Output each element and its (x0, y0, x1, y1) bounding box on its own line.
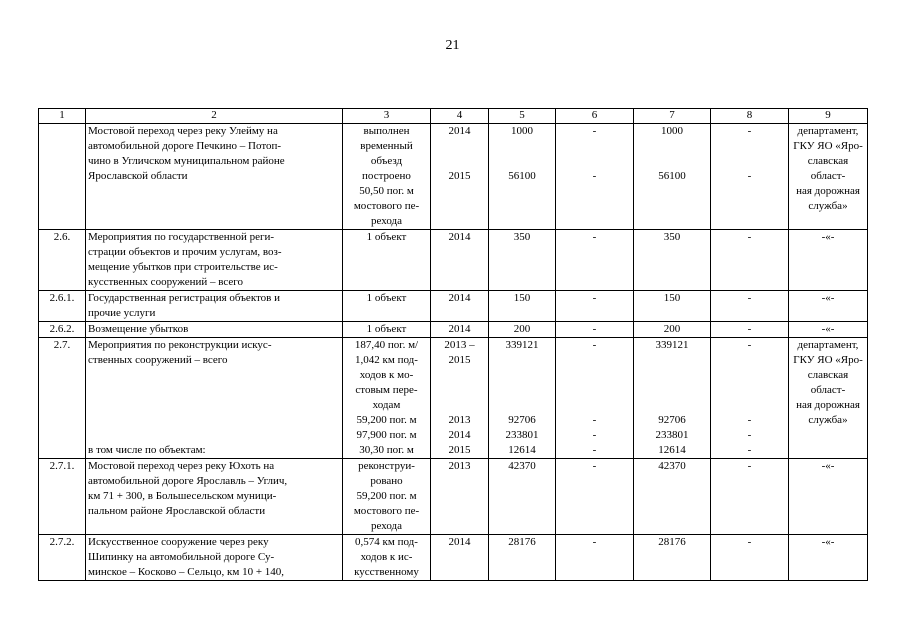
col-header: 5 (489, 109, 556, 124)
table-row (39, 459, 868, 535)
federal-cell: - (556, 459, 634, 535)
measure-name: Мероприятия по реконструкции искус- ственных сооружений – всего в том числе по объектам: (86, 338, 343, 459)
executor-cell: департамент, ГКУ ЯО «Яро- славская област- ная дорожная служба» (789, 124, 868, 230)
total-cell: 339121 92706 233801 12614 (489, 338, 556, 459)
subitem-label: в том числе по объектам: (88, 444, 206, 456)
total-cell: 200 (489, 322, 556, 338)
work-description: 1 объект (343, 291, 431, 322)
regional-cell: 150 (634, 291, 711, 322)
regional-cell: 1000 56100 (634, 124, 711, 230)
other-cell: - - (711, 124, 789, 230)
work-description: 1 объект (343, 322, 431, 338)
table-row (39, 291, 868, 322)
row-number: 2.6.2. (39, 322, 86, 338)
federal-cell: - (556, 230, 634, 291)
executor-cell: -«- (789, 535, 868, 581)
other-cell: - (711, 322, 789, 338)
column-number-row (39, 109, 868, 124)
executor-cell: -«- (789, 230, 868, 291)
table-row (39, 338, 868, 459)
row-number: 2.6.1. (39, 291, 86, 322)
work-description: выполнен временный объезд построено 50,50 пог. м мостового пе- рехода (343, 124, 431, 230)
col-header: 3 (343, 109, 431, 124)
total-cell: 1000 56100 (489, 124, 556, 230)
other-cell: - (711, 535, 789, 581)
other-cell: - (711, 459, 789, 535)
total-cell: 350 (489, 230, 556, 291)
table-row (39, 124, 868, 230)
row-number: 2.7.2. (39, 535, 86, 581)
measure-name: Возмещение убытков (86, 322, 343, 338)
executor-cell: -«- (789, 291, 868, 322)
year-cell: 2014 (431, 230, 489, 291)
other-cell: - (711, 230, 789, 291)
executor-cell: департамент, ГКУ ЯО «Яро- славская област- ная дорожная служба» (789, 338, 868, 459)
table-row (39, 535, 868, 581)
executor-cell: -«- (789, 459, 868, 535)
regional-cell: 200 (634, 322, 711, 338)
work-description: реконструи- ровано 59,200 пог. м мостового пе- рехода (343, 459, 431, 535)
row-number (39, 124, 86, 230)
total-cell: 28176 (489, 535, 556, 581)
federal-cell: - - - - (556, 338, 634, 459)
col-header: 2 (86, 109, 343, 124)
regional-cell: 350 (634, 230, 711, 291)
executor-cell: -«- (789, 322, 868, 338)
measure-name: Мостовой переход через реку Улейму на автомобильной дороге Печкино – Потоп- чино в Угличском муниципальном районе Ярославской области (86, 124, 343, 230)
regional-cell: 42370 (634, 459, 711, 535)
measure-name: Мостовой переход через реку Юхоть на автомобильной дороге Ярославль – Углич, км 71 + 300, в Большесельском муници- пальном районе Ярославской области (86, 459, 343, 535)
year-cell: 2014 (431, 291, 489, 322)
table-row (39, 230, 868, 291)
col-header: 9 (789, 109, 868, 124)
other-cell: - (711, 291, 789, 322)
col-header: 6 (556, 109, 634, 124)
col-header: 8 (711, 109, 789, 124)
col-header: 7 (634, 109, 711, 124)
year-cell: 2014 (431, 322, 489, 338)
row-number: 2.7. (39, 338, 86, 459)
year-cell: 2013 – 2015 2013 2014 2015 (431, 338, 489, 459)
other-cell: - - - - (711, 338, 789, 459)
year-cell: 2013 (431, 459, 489, 535)
row-number: 2.7.1. (39, 459, 86, 535)
regional-cell: 339121 92706 233801 12614 (634, 338, 711, 459)
year-cell: 2014 (431, 535, 489, 581)
regional-cell: 28176 (634, 535, 711, 581)
federal-cell: - (556, 535, 634, 581)
row-number: 2.6. (39, 230, 86, 291)
page-number: 21 (445, 38, 460, 53)
work-description: 1 объект (343, 230, 431, 291)
federal-cell: - (556, 322, 634, 338)
total-cell: 150 (489, 291, 556, 322)
work-description: 0,574 км под- ходов к ис- кусственному (343, 535, 431, 581)
federal-cell: - (556, 291, 634, 322)
table-row (39, 322, 868, 338)
col-header: 1 (39, 109, 86, 124)
program-table (38, 108, 868, 581)
work-description: 187,40 пог. м/ 1,042 км под- ходов к мо- стовым пере- ходам 59,200 пог. м 97,900 пог. м 30,30 пог. м (343, 338, 431, 459)
measure-name: Государственная регистрация объектов и прочие услуги (86, 291, 343, 322)
measure-name: Мероприятия по государственной реги- страции объектов и прочим услугам, воз- мещение убытков при строительстве ис- кусственных сооружений – всего (86, 230, 343, 291)
year-cell: 2014 2015 (431, 124, 489, 230)
federal-cell: - - (556, 124, 634, 230)
measure-name: Искусственное сооружение через реку Шипинку на автомобильной дороге Су- минское – Косково – Сельцо, км 10 + 140, (86, 535, 343, 581)
total-cell: 42370 (489, 459, 556, 535)
col-header: 4 (431, 109, 489, 124)
